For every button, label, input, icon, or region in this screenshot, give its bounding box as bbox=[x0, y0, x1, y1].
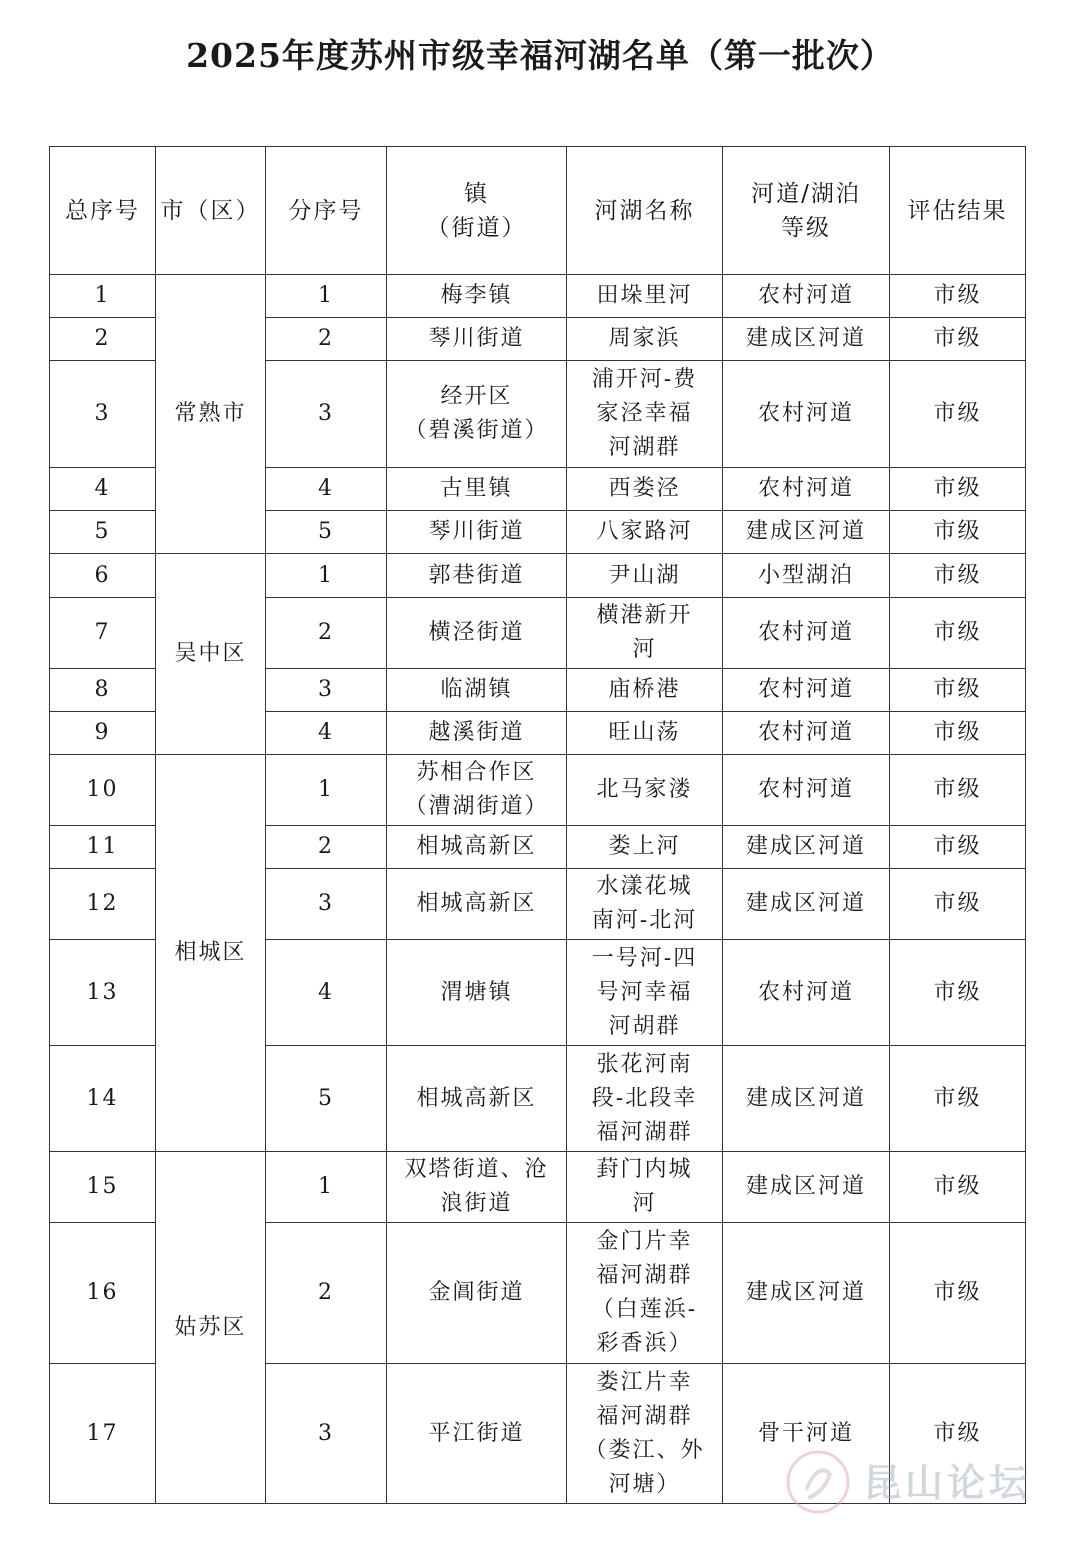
cell-result: 市级 bbox=[890, 468, 1026, 511]
cell-level: 农村河道 bbox=[723, 940, 890, 1046]
table-row bbox=[50, 554, 1026, 598]
cell-river-name: 旺山荡 bbox=[567, 712, 723, 755]
kunshan-forum-logo-icon bbox=[778, 1442, 858, 1522]
cell-level: 农村河道 bbox=[723, 712, 890, 755]
cell-river-name: 周家浜 bbox=[567, 318, 723, 361]
table-header-row bbox=[50, 147, 1026, 275]
cell-result: 市级 bbox=[890, 511, 1026, 554]
cell-river-name: 西娄泾 bbox=[567, 468, 723, 511]
cell-river-name: 金门片幸 福河湖群 （白莲浜- 彩香浜） bbox=[567, 1223, 723, 1364]
cell-total-no: 10 bbox=[50, 755, 156, 826]
cell-river-name: 水漾花城 南河-北河 bbox=[567, 869, 723, 940]
cell-sub-no: 3 bbox=[266, 869, 387, 940]
cell-town: 古里镇 bbox=[387, 468, 567, 511]
cell-level: 建成区河道 bbox=[723, 318, 890, 361]
cell-level: 农村河道 bbox=[723, 361, 890, 468]
cell-river-name: 北马家溇 bbox=[567, 755, 723, 826]
header-level: 河道/湖泊 等级 bbox=[723, 147, 890, 275]
cell-town: 琴川街道 bbox=[387, 511, 567, 554]
cell-total-no: 4 bbox=[50, 468, 156, 511]
cell-sub-no: 1 bbox=[266, 554, 387, 598]
cell-sub-no: 1 bbox=[266, 275, 387, 318]
cell-total-no: 17 bbox=[50, 1364, 156, 1504]
cell-town: 梅李镇 bbox=[387, 275, 567, 318]
cell-city: 相城区 bbox=[156, 755, 266, 1152]
cell-river-name: 一号河-四 号河幸福 河胡群 bbox=[567, 940, 723, 1046]
cell-level: 建成区河道 bbox=[723, 1046, 890, 1152]
cell-total-no: 12 bbox=[50, 869, 156, 940]
header-name: 河湖名称 bbox=[567, 147, 723, 275]
cell-level: 建成区河道 bbox=[723, 511, 890, 554]
cell-result: 市级 bbox=[890, 1046, 1026, 1152]
cell-total-no: 11 bbox=[50, 826, 156, 869]
cell-sub-no: 5 bbox=[266, 1046, 387, 1152]
cell-result: 市级 bbox=[890, 275, 1026, 318]
cell-total-no: 14 bbox=[50, 1046, 156, 1152]
cell-town: 临湖镇 bbox=[387, 669, 567, 712]
cell-sub-no: 4 bbox=[266, 712, 387, 755]
header-total-no: 总序号 bbox=[50, 147, 156, 275]
cell-town: 金阊街道 bbox=[387, 1223, 567, 1364]
cell-river-name: 葑门内城 河 bbox=[567, 1152, 723, 1223]
cell-result: 市级 bbox=[890, 1364, 1026, 1504]
cell-result: 市级 bbox=[890, 1223, 1026, 1364]
cell-river-name: 浦开河-费 家泾幸福 河湖群 bbox=[567, 361, 723, 468]
cell-level: 农村河道 bbox=[723, 755, 890, 826]
header-town: 镇 （街道） bbox=[387, 147, 567, 275]
cell-sub-no: 2 bbox=[266, 318, 387, 361]
cell-sub-no: 2 bbox=[266, 826, 387, 869]
cell-total-no: 8 bbox=[50, 669, 156, 712]
cell-level: 农村河道 bbox=[723, 468, 890, 511]
header-sub-no: 分序号 bbox=[266, 147, 387, 275]
cell-level: 建成区河道 bbox=[723, 869, 890, 940]
cell-river-name: 娄江片幸 福河湖群 （娄江、外 河塘） bbox=[567, 1364, 723, 1504]
cell-river-name: 田垛里河 bbox=[567, 275, 723, 318]
cell-town: 琴川街道 bbox=[387, 318, 567, 361]
cell-sub-no: 2 bbox=[266, 598, 387, 669]
cell-town: 相城高新区 bbox=[387, 869, 567, 940]
cell-town: 渭塘镇 bbox=[387, 940, 567, 1046]
table-row bbox=[50, 275, 1026, 318]
cell-city: 吴中区 bbox=[156, 554, 266, 755]
table-row bbox=[50, 1152, 1026, 1223]
table-row bbox=[50, 755, 1026, 826]
cell-level: 农村河道 bbox=[723, 669, 890, 712]
cell-total-no: 9 bbox=[50, 712, 156, 755]
cell-river-name: 八家路河 bbox=[567, 511, 723, 554]
cell-level: 建成区河道 bbox=[723, 1152, 890, 1223]
cell-total-no: 5 bbox=[50, 511, 156, 554]
cell-river-name: 娄上河 bbox=[567, 826, 723, 869]
cell-sub-no: 4 bbox=[266, 940, 387, 1046]
cell-result: 市级 bbox=[890, 318, 1026, 361]
cell-river-name: 张花河南 段-北段幸 福河湖群 bbox=[567, 1046, 723, 1152]
river-lake-table bbox=[49, 146, 1026, 1504]
cell-town: 相城高新区 bbox=[387, 826, 567, 869]
cell-total-no: 7 bbox=[50, 598, 156, 669]
header-city: 市（区） bbox=[156, 147, 266, 275]
cell-level: 建成区河道 bbox=[723, 1223, 890, 1364]
cell-sub-no: 3 bbox=[266, 1364, 387, 1504]
cell-city: 姑苏区 bbox=[156, 1152, 266, 1504]
cell-river-name: 横港新开 河 bbox=[567, 598, 723, 669]
cell-total-no: 13 bbox=[50, 940, 156, 1046]
cell-sub-no: 4 bbox=[266, 468, 387, 511]
cell-total-no: 6 bbox=[50, 554, 156, 598]
cell-town: 双塔街道、沧 浪街道 bbox=[387, 1152, 567, 1223]
cell-result: 市级 bbox=[890, 598, 1026, 669]
cell-sub-no: 2 bbox=[266, 1223, 387, 1364]
cell-result: 市级 bbox=[890, 755, 1026, 826]
cell-sub-no: 5 bbox=[266, 511, 387, 554]
cell-sub-no: 3 bbox=[266, 361, 387, 468]
cell-result: 市级 bbox=[890, 826, 1026, 869]
cell-result: 市级 bbox=[890, 1152, 1026, 1223]
cell-town: 相城高新区 bbox=[387, 1046, 567, 1152]
cell-town: 郭巷街道 bbox=[387, 554, 567, 598]
cell-result: 市级 bbox=[890, 712, 1026, 755]
cell-town: 经开区 （碧溪街道） bbox=[387, 361, 567, 468]
cell-sub-no: 3 bbox=[266, 669, 387, 712]
cell-town: 横泾街道 bbox=[387, 598, 567, 669]
cell-river-name: 尹山湖 bbox=[567, 554, 723, 598]
cell-result: 市级 bbox=[890, 869, 1026, 940]
cell-total-no: 16 bbox=[50, 1223, 156, 1364]
cell-sub-no: 1 bbox=[266, 1152, 387, 1223]
cell-town: 越溪街道 bbox=[387, 712, 567, 755]
page-title: 2025年度苏州市级幸福河湖名单（第一批次） bbox=[186, 36, 894, 75]
cell-result: 市级 bbox=[890, 361, 1026, 468]
watermark-text: 昆山论坛 bbox=[863, 1460, 1032, 1505]
cell-level: 农村河道 bbox=[723, 598, 890, 669]
cell-town: 平江街道 bbox=[387, 1364, 567, 1504]
watermark bbox=[778, 1442, 1068, 1522]
cell-town: 苏相合作区 （漕湖街道） bbox=[387, 755, 567, 826]
cell-level: 建成区河道 bbox=[723, 826, 890, 869]
cell-city: 常熟市 bbox=[156, 275, 266, 554]
cell-level: 骨干河道 bbox=[723, 1364, 890, 1504]
cell-sub-no: 1 bbox=[266, 755, 387, 826]
cell-level: 农村河道 bbox=[723, 275, 890, 318]
cell-total-no: 3 bbox=[50, 361, 156, 468]
cell-result: 市级 bbox=[890, 554, 1026, 598]
cell-result: 市级 bbox=[890, 940, 1026, 1046]
cell-total-no: 1 bbox=[50, 275, 156, 318]
cell-total-no: 2 bbox=[50, 318, 156, 361]
cell-result: 市级 bbox=[890, 669, 1026, 712]
cell-river-name: 庙桥港 bbox=[567, 669, 723, 712]
header-result: 评估结果 bbox=[890, 147, 1026, 275]
cell-total-no: 15 bbox=[50, 1152, 156, 1223]
cell-level: 小型湖泊 bbox=[723, 554, 890, 598]
